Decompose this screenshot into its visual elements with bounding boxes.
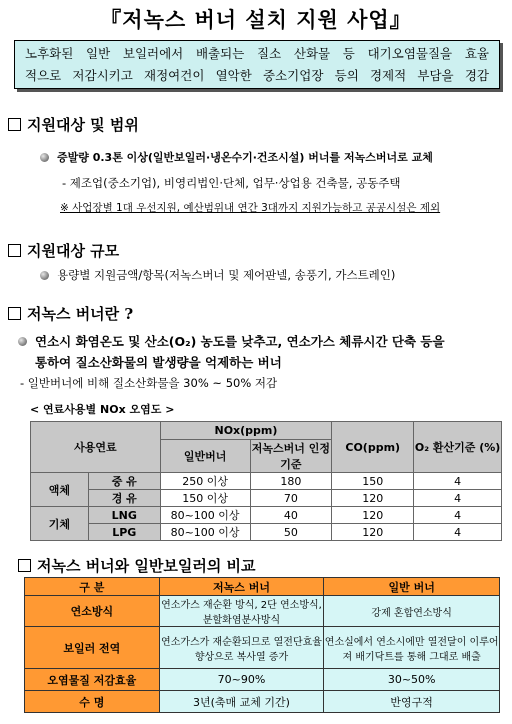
fuel-cell: LNG	[88, 507, 160, 524]
section-target-scope	[8, 114, 139, 135]
o2-cell: 4	[414, 524, 502, 541]
bullet-text: 용량별 지원금액/항목(저녹스버너 및 제어판넬, 송풍기, 가스트레인)	[57, 268, 396, 282]
checkbox-square-icon	[8, 244, 21, 257]
o2-cell: 4	[414, 473, 502, 490]
o2-cell: 4	[414, 507, 502, 524]
page-title: 『저녹스 버너 설치 지원 사업』	[100, 8, 412, 32]
lownox-cell: 70~90%	[159, 669, 324, 691]
table-caption: < 연료사용별 NOx 오염도 >	[30, 403, 175, 416]
lownox-cell: 40	[250, 507, 332, 524]
general-cell: 30~50%	[324, 669, 500, 691]
bullet-item	[18, 332, 445, 350]
lownox-cell: 3년(축매 교체 기간)	[159, 691, 324, 713]
section-heading: 지원대상 및 범위	[27, 116, 139, 134]
detail-line: - 제조업(중소기업), 비영리법인·단체, 업무·상업용 건축물, 공동주택	[62, 176, 401, 190]
lownox-cell: 50	[250, 524, 332, 541]
header-general: 일반 버너	[324, 578, 500, 596]
checkbox-square-icon	[8, 118, 21, 131]
general-cell: 250 이상	[160, 473, 250, 490]
comparison-table	[24, 577, 500, 713]
fuel-cell: 중 유	[88, 473, 160, 490]
section-heading: 저녹스 버너란 ?	[27, 305, 134, 323]
lownox-cell: 70	[250, 490, 332, 507]
general-cell: 강제 혼합연소방식	[324, 596, 500, 627]
row-label: 보일러 전역	[25, 627, 160, 669]
row-label: 수 명	[25, 691, 160, 713]
general-cell: 연소실에서 연소시에만 열전달이 이루어져 배기닥트를 통해 그대로 배출	[324, 627, 500, 669]
section-target-size	[8, 240, 119, 261]
header-nox: NOx(ppm)	[160, 422, 332, 440]
general-cell: 반영구적	[324, 691, 500, 713]
header-general: 일반버너	[160, 440, 250, 473]
group-gas: 기체	[31, 507, 89, 541]
bullet-icon	[40, 271, 49, 280]
bullet-icon	[18, 337, 27, 346]
header-fuel: 사용연료	[31, 422, 161, 473]
section-heading: 지원대상 규모	[27, 242, 120, 260]
lownox-cell: 연소가스 재순환 방식, 2단 연소방식,분할화염분사방식	[159, 596, 324, 627]
header-lownox: 저녹스 버너	[159, 578, 324, 596]
summary-box	[14, 40, 500, 89]
nox-table	[30, 421, 502, 541]
lownox-cell: 연소가스가 재순환되므로 열전단효율향상으로 복사열 증가	[159, 627, 324, 669]
header-o2: O₂ 환산기준 (%)	[414, 422, 502, 473]
row-label: 오염물질 저감효율	[25, 669, 160, 691]
co-cell: 120	[332, 490, 414, 507]
bullet-text: 연소시 화염온도 및 산소(O₂) 농도를 낮추고, 연소가스 체류시간 단축 등을	[35, 334, 445, 349]
general-cell: 80~100 이상	[160, 507, 250, 524]
section-lownox-definition	[8, 303, 133, 324]
bullet-text: 증발량 0.3톤 이상(일반보일러·냉온수기·건조시설) 버너를 저녹스버너로 교체	[57, 151, 433, 164]
general-cell: 150 이상	[160, 490, 250, 507]
section-comparison	[18, 555, 256, 576]
row-label: 연소방식	[25, 596, 160, 627]
fuel-cell: 경 유	[88, 490, 160, 507]
co-cell: 120	[332, 524, 414, 541]
bullet-icon	[40, 153, 49, 162]
header-co: CO(ppm)	[332, 422, 414, 473]
header-lownox: 저녹스버너 인정기준	[250, 440, 332, 473]
bullet-item	[40, 149, 433, 165]
section-heading: 저녹스 버너와 일반보일러의 비교	[37, 557, 256, 575]
fuel-cell: LPG	[88, 524, 160, 541]
o2-cell: 4	[414, 490, 502, 507]
header-category: 구 분	[25, 578, 160, 596]
detail-line: - 일반버너에 비해 질소산화물을 30% ~ 50% 저감	[20, 376, 278, 390]
co-cell: 150	[332, 473, 414, 490]
bullet-item	[40, 267, 395, 283]
bullet-continuation: 통하여 질소산화물의 발생량을 억제하는 버너	[35, 355, 282, 370]
summary-line-1: 노후화된 일반 보일러에서 배출되는 질소 산화물 등 대기오염물질을 효율	[25, 46, 489, 61]
checkbox-square-icon	[8, 307, 21, 320]
co-cell: 120	[332, 507, 414, 524]
note-line: ※ 사업장별 1대 우선지원, 예산범위내 연간 3대까지 지원가능하고 공공시설은 제외	[60, 202, 441, 214]
summary-line-2: 적으로 저감시키고 재정여건이 열악한 중소기업장 등의 경제적 부담을 경감	[25, 68, 489, 83]
general-cell: 80~100 이상	[160, 524, 250, 541]
checkbox-square-icon	[18, 559, 31, 572]
group-liquid: 액체	[31, 473, 89, 507]
lownox-cell: 180	[250, 473, 332, 490]
